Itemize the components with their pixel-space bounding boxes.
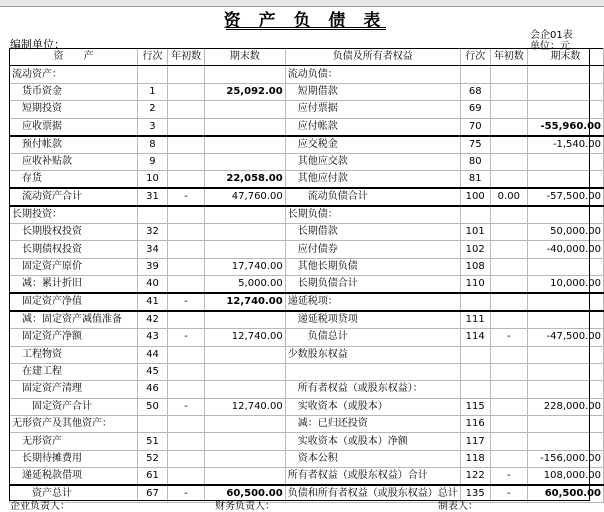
asset-end-cell[interactable] — [205, 66, 286, 83]
asset-begin-cell[interactable] — [168, 170, 205, 188]
asset-row-no-cell[interactable]: 1 — [137, 83, 167, 100]
liability-end-cell[interactable]: 228,000.00 — [527, 398, 603, 415]
col-end[interactable]: 期末数 — [205, 49, 286, 66]
liability-end-cell[interactable]: -1,540.00 — [527, 136, 603, 154]
balance-sheet-table — [9, 48, 604, 503]
asset-row-no-cell[interactable]: 44 — [137, 346, 167, 363]
asset-row-no-cell[interactable]: 34 — [137, 241, 167, 258]
liability-row-no-cell[interactable]: 75 — [460, 136, 490, 154]
liability-row-no-cell[interactable]: 69 — [460, 101, 490, 118]
liability-end-cell[interactable]: 60,500.00 — [527, 485, 603, 503]
asset-end-cell[interactable] — [205, 416, 286, 433]
liability-end-cell[interactable]: 50,000.00 — [527, 223, 603, 240]
asset-row-no-cell[interactable]: 9 — [137, 153, 167, 170]
asset-cell[interactable]: 长期投资： — [10, 206, 138, 224]
asset-begin-cell[interactable] — [168, 416, 205, 433]
liability-row-no-cell[interactable]: 118 — [460, 450, 490, 467]
liability-row-no-cell[interactable]: 68 — [460, 83, 490, 100]
liability-row-no-cell[interactable]: 108 — [460, 258, 490, 275]
asset-cell[interactable]: 固定资产净值 — [10, 293, 138, 311]
table-row — [10, 66, 604, 83]
table-row — [10, 276, 604, 294]
liability-cell[interactable]: 资本公积 — [285, 450, 460, 467]
asset-cell[interactable]: 在建工程 — [10, 363, 138, 380]
asset-cell[interactable]: 递延税款借项 — [10, 468, 138, 486]
asset-row-no-cell[interactable]: 2 — [137, 101, 167, 118]
asset-cell[interactable]: 长期待摊费用 — [10, 450, 138, 467]
table-row — [10, 101, 604, 118]
table-row — [10, 153, 604, 170]
liability-cell[interactable]: 应交税金 — [285, 136, 460, 154]
liability-end-cell[interactable]: -55,960.00 — [527, 118, 603, 136]
liability-cell[interactable]: 长期负债合计 — [285, 276, 460, 294]
asset-row-no-cell[interactable]: 46 — [137, 381, 167, 398]
asset-begin-cell[interactable] — [168, 101, 205, 118]
asset-end-cell[interactable] — [205, 136, 286, 154]
liability-row-no-cell[interactable]: 80 — [460, 153, 490, 170]
asset-begin-cell[interactable]: - — [168, 329, 205, 346]
liability-cell[interactable]: 短期借款 — [285, 83, 460, 100]
footer-maker: 制表人： — [438, 501, 478, 512]
table-row — [10, 293, 604, 311]
col-end-2[interactable]: 期末数 — [527, 49, 603, 66]
asset-end-cell[interactable] — [205, 223, 286, 240]
liability-begin-cell[interactable]: - — [490, 485, 527, 503]
report-title: 资 产 负 债 表 — [223, 11, 387, 31]
col-asset[interactable]: 资 产 — [10, 49, 138, 66]
liability-end-cell[interactable] — [527, 346, 603, 363]
liability-begin-cell[interactable] — [490, 416, 527, 433]
asset-end-cell[interactable]: 47,760.00 — [205, 188, 286, 206]
liability-begin-cell[interactable] — [490, 381, 527, 398]
form-number: 会企01表 — [530, 30, 573, 41]
liability-end-cell[interactable] — [527, 293, 603, 311]
asset-cell[interactable]: 减：固定资产减值准备 — [10, 311, 138, 329]
asset-cell[interactable]: 短期投资 — [10, 101, 138, 118]
asset-begin-cell[interactable]: - — [168, 398, 205, 415]
liability-begin-cell[interactable] — [490, 276, 527, 294]
asset-begin-cell[interactable] — [168, 468, 205, 486]
liability-begin-cell[interactable] — [490, 153, 527, 170]
currency-unit: 单位：元 — [530, 41, 570, 52]
liability-cell[interactable]: 递延税项： — [285, 293, 460, 311]
asset-cell[interactable]: 固定资产合计 — [10, 398, 138, 415]
liability-row-no-cell[interactable] — [460, 381, 490, 398]
liability-begin-cell[interactable] — [490, 433, 527, 450]
liability-end-cell[interactable] — [527, 83, 603, 100]
col-row-no[interactable]: 行次 — [137, 49, 167, 66]
asset-cell[interactable]: 固定资产清理 — [10, 381, 138, 398]
liability-row-no-cell[interactable]: 100 — [460, 188, 490, 206]
asset-end-cell[interactable] — [205, 311, 286, 329]
liability-cell[interactable]: 流动负债： — [285, 66, 460, 83]
asset-cell[interactable]: 流动资产： — [10, 66, 138, 83]
liability-begin-cell[interactable] — [490, 450, 527, 467]
liability-cell[interactable]: 减：已归还投资 — [285, 416, 460, 433]
asset-begin-cell[interactable] — [168, 276, 205, 294]
table-row — [10, 468, 604, 486]
asset-end-cell[interactable]: 22,058.00 — [205, 170, 286, 188]
asset-begin-cell[interactable] — [168, 83, 205, 100]
asset-row-no-cell[interactable]: 51 — [137, 433, 167, 450]
liability-row-no-cell[interactable]: 114 — [460, 329, 490, 346]
asset-cell[interactable]: 长期股权投资 — [10, 223, 138, 240]
liability-begin-cell[interactable]: - — [490, 468, 527, 486]
asset-row-no-cell[interactable] — [137, 206, 167, 224]
table-row — [10, 223, 604, 240]
liability-cell[interactable]: 递延税项贷项 — [285, 311, 460, 329]
asset-begin-cell[interactable]: - — [168, 188, 205, 206]
liability-begin-cell[interactable]: - — [490, 329, 527, 346]
asset-row-no-cell[interactable]: 3 — [137, 118, 167, 136]
asset-row-no-cell[interactable]: 43 — [137, 329, 167, 346]
liability-row-no-cell[interactable]: 116 — [460, 416, 490, 433]
table-row — [10, 363, 604, 380]
table-row — [10, 398, 604, 415]
liability-cell[interactable]: 所有者权益（或股东权益）合计 — [285, 468, 460, 486]
asset-cell[interactable]: 长期债权投资 — [10, 241, 138, 258]
asset-begin-cell[interactable]: - — [168, 485, 205, 503]
liability-end-cell[interactable]: -57,500.00 — [527, 188, 603, 206]
table-row — [10, 485, 604, 503]
table-row — [10, 450, 604, 467]
asset-begin-cell[interactable] — [168, 136, 205, 154]
table-header-row — [10, 49, 604, 66]
table-row — [10, 329, 604, 346]
asset-row-no-cell[interactable] — [137, 66, 167, 83]
liability-end-cell[interactable]: 108,000.00 — [527, 468, 603, 486]
liability-cell[interactable]: 其他应交款 — [285, 153, 460, 170]
liability-row-no-cell[interactable] — [460, 66, 490, 83]
asset-begin-cell[interactable] — [168, 258, 205, 275]
liability-begin-cell[interactable] — [490, 136, 527, 154]
liability-end-cell[interactable] — [527, 206, 603, 224]
asset-row-no-cell[interactable]: 52 — [137, 450, 167, 467]
liability-cell[interactable] — [285, 363, 460, 380]
asset-begin-cell[interactable] — [168, 223, 205, 240]
liability-end-cell[interactable] — [527, 258, 603, 275]
asset-end-cell[interactable] — [205, 153, 286, 170]
liability-cell[interactable]: 应付帐款 — [285, 118, 460, 136]
liability-cell[interactable]: 长期负债： — [285, 206, 460, 224]
liability-row-no-cell[interactable]: 110 — [460, 276, 490, 294]
asset-cell[interactable]: 应收票据 — [10, 118, 138, 136]
liability-end-cell[interactable] — [527, 416, 603, 433]
liability-row-no-cell[interactable] — [460, 206, 490, 224]
liability-begin-cell[interactable] — [490, 118, 527, 136]
asset-begin-cell[interactable] — [168, 346, 205, 363]
liability-begin-cell[interactable]: 0.00 — [490, 188, 527, 206]
liability-begin-cell[interactable] — [490, 66, 527, 83]
asset-row-no-cell[interactable]: 41 — [137, 293, 167, 311]
liability-end-cell[interactable] — [527, 311, 603, 329]
liability-cell[interactable]: 实收资本（或股本） — [285, 398, 460, 415]
asset-row-no-cell[interactable]: 61 — [137, 468, 167, 486]
asset-end-cell[interactable]: 17,740.00 — [205, 258, 286, 275]
liability-begin-cell[interactable] — [490, 101, 527, 118]
title-underline-2 — [226, 29, 386, 30]
liability-row-no-cell[interactable]: 111 — [460, 311, 490, 329]
asset-begin-cell[interactable] — [168, 450, 205, 467]
liability-row-no-cell[interactable]: 81 — [460, 170, 490, 188]
liability-row-no-cell[interactable]: 122 — [460, 468, 490, 486]
liability-cell[interactable]: 其他长期负债 — [285, 258, 460, 275]
asset-cell[interactable]: 流动资产合计 — [10, 188, 138, 206]
liability-begin-cell[interactable] — [490, 346, 527, 363]
asset-row-no-cell[interactable]: 50 — [137, 398, 167, 415]
table-row — [10, 258, 604, 275]
table-row — [10, 206, 604, 224]
liability-cell[interactable]: 实收资本（或股本）净额 — [285, 433, 460, 450]
liability-end-cell[interactable] — [527, 433, 603, 450]
asset-cell[interactable]: 固定资产原价 — [10, 258, 138, 275]
liability-end-cell[interactable] — [527, 66, 603, 83]
asset-end-cell[interactable]: 60,500.00 — [205, 485, 286, 503]
liability-row-no-cell[interactable]: 102 — [460, 241, 490, 258]
liability-cell[interactable]: 负债和所有者权益（或股东权益）总计 — [285, 485, 460, 503]
liability-begin-cell[interactable] — [490, 206, 527, 224]
liability-begin-cell[interactable] — [490, 398, 527, 415]
liability-cell[interactable]: 负债总计 — [285, 329, 460, 346]
liability-begin-cell[interactable] — [490, 223, 527, 240]
liability-begin-cell[interactable] — [490, 363, 527, 380]
asset-end-cell[interactable] — [205, 433, 286, 450]
asset-cell[interactable]: 减：累计折旧 — [10, 276, 138, 294]
asset-row-no-cell[interactable]: 39 — [137, 258, 167, 275]
table-row — [10, 170, 604, 188]
asset-row-no-cell[interactable]: 42 — [137, 311, 167, 329]
asset-row-no-cell[interactable]: 45 — [137, 363, 167, 380]
asset-row-no-cell[interactable]: 31 — [137, 188, 167, 206]
asset-end-cell[interactable]: 25,092.00 — [205, 83, 286, 100]
asset-begin-cell[interactable] — [168, 206, 205, 224]
asset-row-no-cell[interactable]: 32 — [137, 223, 167, 240]
col-liability[interactable]: 负债及所有者权益 — [285, 49, 460, 66]
asset-row-no-cell[interactable]: 10 — [137, 170, 167, 188]
asset-end-cell[interactable] — [205, 363, 286, 380]
asset-end-cell[interactable]: 12,740.00 — [205, 398, 286, 415]
asset-begin-cell[interactable]: - — [168, 293, 205, 311]
asset-end-cell[interactable]: 12,740.00 — [205, 293, 286, 311]
asset-begin-cell[interactable] — [168, 66, 205, 83]
asset-row-no-cell[interactable] — [137, 416, 167, 433]
liability-row-no-cell[interactable] — [460, 363, 490, 380]
table-row — [10, 346, 604, 363]
asset-cell[interactable]: 预付帐款 — [10, 136, 138, 154]
asset-begin-cell[interactable] — [168, 433, 205, 450]
liability-cell[interactable]: 其他应付款 — [285, 170, 460, 188]
asset-row-no-cell[interactable]: 40 — [137, 276, 167, 294]
liability-end-cell[interactable]: -40,000.00 — [527, 241, 603, 258]
liability-end-cell[interactable]: -156,000.00 — [527, 450, 603, 467]
asset-cell[interactable]: 无形资产及其他资产： — [10, 416, 138, 433]
col-begin-2[interactable]: 年初数 — [490, 49, 527, 66]
asset-cell[interactable]: 无形资产 — [10, 433, 138, 450]
footer-head: 企业负责人： — [10, 501, 70, 512]
asset-begin-cell[interactable] — [168, 311, 205, 329]
table-row — [10, 241, 604, 258]
asset-end-cell[interactable]: 5,000.00 — [205, 276, 286, 294]
asset-cell[interactable]: 应收补贴款 — [10, 153, 138, 170]
table-row — [10, 118, 604, 136]
asset-cell[interactable]: 固定资产净额 — [10, 329, 138, 346]
asset-end-cell[interactable] — [205, 118, 286, 136]
asset-end-cell[interactable] — [205, 101, 286, 118]
asset-end-cell[interactable] — [205, 450, 286, 467]
table-row — [10, 433, 604, 450]
liability-begin-cell[interactable] — [490, 170, 527, 188]
liability-cell[interactable]: 流动负债合计 — [285, 188, 460, 206]
title-underline — [226, 27, 386, 28]
liability-end-cell[interactable] — [527, 363, 603, 380]
asset-row-no-cell[interactable]: 8 — [137, 136, 167, 154]
liability-cell[interactable]: 长期借款 — [285, 223, 460, 240]
liability-end-cell[interactable]: 10,000.00 — [527, 276, 603, 294]
asset-begin-cell[interactable] — [168, 363, 205, 380]
liability-end-cell[interactable]: -47,500.00 — [527, 329, 603, 346]
liability-end-cell[interactable] — [527, 101, 603, 118]
asset-begin-cell[interactable] — [168, 381, 205, 398]
table-row — [10, 311, 604, 329]
table-row — [10, 188, 604, 206]
col-begin[interactable]: 年初数 — [168, 49, 205, 66]
liability-end-cell[interactable] — [527, 153, 603, 170]
liability-row-no-cell[interactable] — [460, 293, 490, 311]
table-row — [10, 381, 604, 398]
asset-begin-cell[interactable] — [168, 241, 205, 258]
liability-cell[interactable]: 应付债券 — [285, 241, 460, 258]
asset-cell[interactable]: 存货 — [10, 170, 138, 188]
liability-row-no-cell[interactable]: 117 — [460, 433, 490, 450]
col-row-no-2[interactable]: 行次 — [460, 49, 490, 66]
liability-row-no-cell[interactable]: 115 — [460, 398, 490, 415]
table-row — [10, 416, 604, 433]
asset-end-cell[interactable] — [205, 381, 286, 398]
asset-end-cell[interactable] — [205, 241, 286, 258]
asset-row-no-cell[interactable]: 67 — [137, 485, 167, 503]
footer-finance: 财务负责人： — [215, 501, 275, 512]
asset-begin-cell[interactable] — [168, 118, 205, 136]
liability-begin-cell[interactable] — [490, 241, 527, 258]
liability-cell[interactable]: 应付票据 — [285, 101, 460, 118]
liability-row-no-cell[interactable]: 101 — [460, 223, 490, 240]
liability-cell[interactable]: 少数股东权益 — [285, 346, 460, 363]
asset-end-cell[interactable] — [205, 468, 286, 486]
asset-cell[interactable]: 工程物资 — [10, 346, 138, 363]
asset-begin-cell[interactable] — [168, 153, 205, 170]
table-row — [10, 83, 604, 100]
table-row — [10, 136, 604, 154]
liability-begin-cell[interactable] — [490, 258, 527, 275]
asset-end-cell[interactable]: 12,740.00 — [205, 329, 286, 346]
liability-begin-cell[interactable] — [490, 293, 527, 311]
liability-end-cell[interactable] — [527, 381, 603, 398]
liability-row-no-cell[interactable]: 70 — [460, 118, 490, 136]
liability-begin-cell[interactable] — [490, 83, 527, 100]
liability-begin-cell[interactable] — [490, 311, 527, 329]
asset-cell[interactable]: 货币资金 — [10, 83, 138, 100]
org-label: 编制单位： — [10, 38, 65, 51]
liability-row-no-cell[interactable]: 135 — [460, 485, 490, 503]
asset-end-cell[interactable] — [205, 206, 286, 224]
asset-end-cell[interactable] — [205, 346, 286, 363]
liability-end-cell[interactable] — [527, 170, 603, 188]
liability-row-no-cell[interactable] — [460, 346, 490, 363]
asset-cell[interactable]: 资产总计 — [10, 485, 138, 503]
liability-cell[interactable]: 所有者权益（或股东权益）： — [285, 381, 460, 398]
